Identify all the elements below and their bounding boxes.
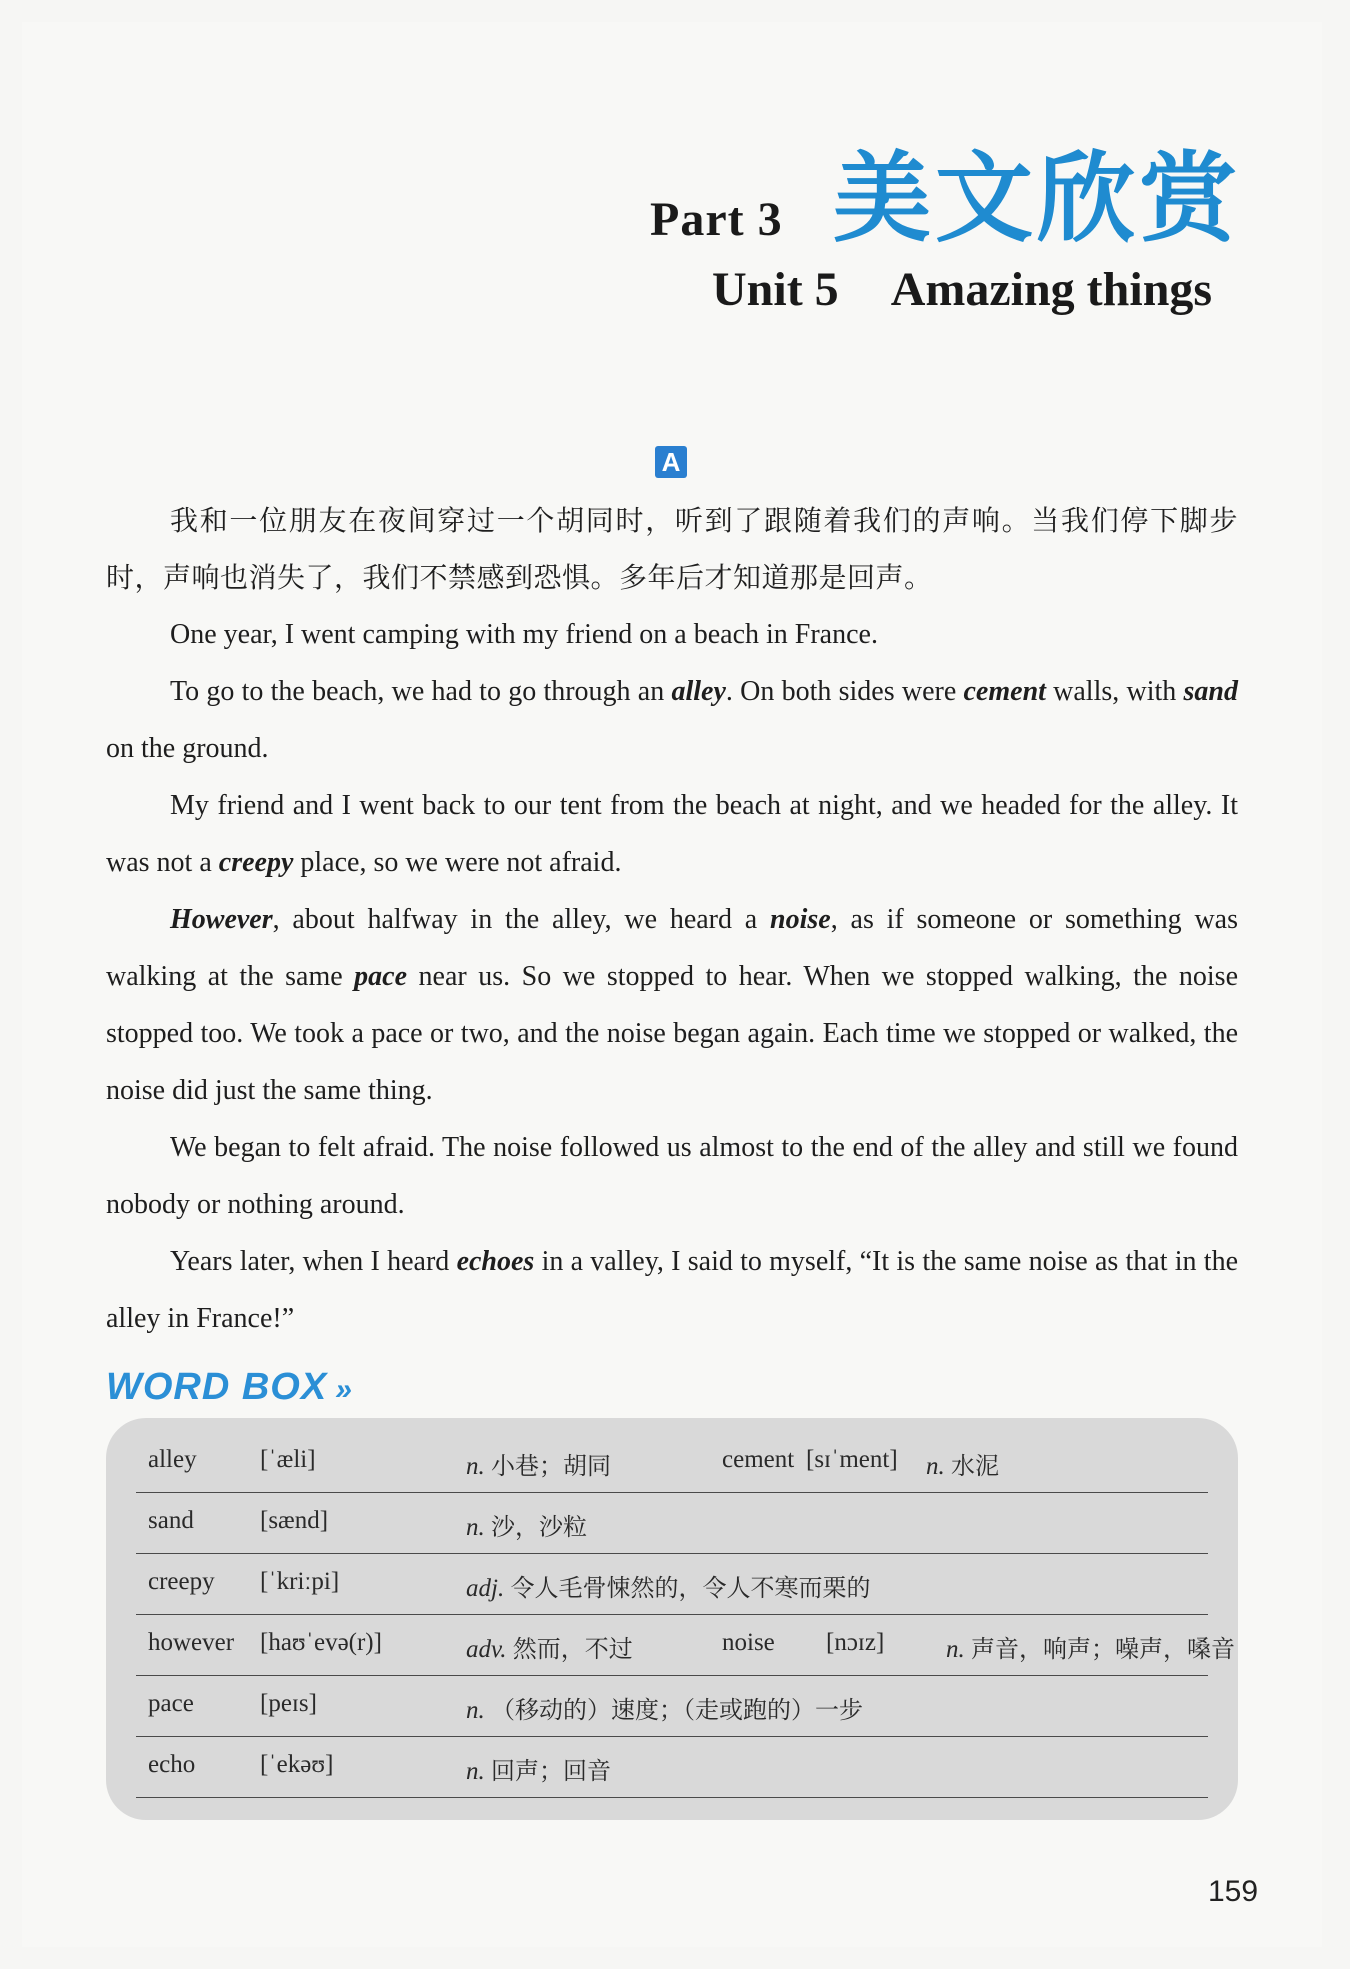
- unit-heading: [712, 262, 1212, 317]
- entry-meaning: 令人毛骨悚然的，令人不寒而栗的: [510, 1574, 871, 1602]
- text-span: To go to the beach, we had to go through an: [170, 676, 672, 707]
- text-span: walls, with: [1045, 676, 1184, 707]
- part-title-chinese: 美文欣赏: [833, 142, 1242, 256]
- entry-definition: [466, 1629, 633, 1664]
- keyword-alley: alley: [671, 676, 726, 707]
- entry-word: sand: [148, 1507, 194, 1534]
- entry-pos: n.: [466, 1514, 485, 1541]
- entry-definition: [466, 1446, 611, 1481]
- text-span: in a valley, I said to myself, “It is the same noise as that in the alley in France!”: [106, 1246, 1239, 1334]
- word-box-row: [136, 1737, 1208, 1798]
- entry-phonetic: [sɪˈment]: [806, 1446, 898, 1473]
- paragraph-5: We began to felt afraid. The noise followed us almost to the end of the alley and still we found nobody or nothing around.: [106, 1132, 1238, 1220]
- page-header: [0, 0, 1350, 340]
- entry-word: alley: [148, 1446, 197, 1473]
- text-span: , as if someone or something was walking at the same: [106, 904, 1238, 992]
- keyword-sand: sand: [1183, 676, 1238, 707]
- text-span: place, so we were not afraid.: [293, 847, 622, 878]
- text-span: , about halfway in the alley, we heard a: [272, 904, 771, 935]
- text-span: My friend and I went back to our tent from the beach at night, and we headed for the alley. It was not a: [106, 790, 1238, 878]
- unit-name: Amazing things: [890, 263, 1213, 316]
- text-span: on the ground.: [106, 733, 269, 764]
- paragraph-2: [106, 663, 1238, 777]
- entry-definition: [926, 1446, 999, 1481]
- keyword-creepy: creepy: [218, 847, 294, 878]
- word-box-row: [136, 1676, 1208, 1737]
- entry-phonetic: [ˈkriːpi]: [260, 1568, 340, 1595]
- entry-definition: [946, 1629, 1235, 1664]
- word-box-title-text: WORD BOX: [106, 1366, 328, 1408]
- paragraph-6: [106, 1233, 1238, 1347]
- keyword-pace: pace: [354, 961, 408, 992]
- entry-meaning: 回声；回音: [491, 1757, 611, 1785]
- word-box-title: [106, 1366, 353, 1409]
- text-span: . On both sides were: [725, 676, 964, 707]
- entry-pos: n.: [946, 1636, 965, 1663]
- page-number: 159: [1208, 1875, 1259, 1908]
- keyword-noise: noise: [770, 904, 831, 935]
- entry-definition: [466, 1690, 863, 1725]
- word-box-row: [136, 1432, 1208, 1493]
- entry-pos: adv.: [466, 1636, 507, 1663]
- entry-phonetic: [sænd]: [260, 1507, 329, 1534]
- entry-word: cement: [722, 1446, 795, 1473]
- entry-meaning: （移动的）速度；（走或跑的）一步: [491, 1696, 863, 1724]
- entry-definition: [466, 1751, 611, 1786]
- entry-phonetic: [peɪs]: [260, 1690, 317, 1717]
- word-box: [106, 1418, 1238, 1820]
- article-body: [106, 492, 1238, 1347]
- entry-pos: n.: [926, 1453, 945, 1480]
- keyword-cement: cement: [963, 676, 1046, 707]
- entry-word: however: [148, 1629, 235, 1656]
- entry-word: noise: [722, 1629, 775, 1656]
- text-span: near us. So we stopped to hear. When we stopped walking, the noise stopped too. We took a pace or two, and the noise began again. Each time we stopped or walked, the noise did just the same thing.: [106, 961, 1239, 1106]
- entry-word: pace: [148, 1690, 194, 1717]
- paragraph-3: [106, 777, 1238, 891]
- entry-word: echo: [148, 1751, 196, 1778]
- word-box-row: [136, 1554, 1208, 1615]
- entry-definition: [466, 1507, 587, 1542]
- entry-phonetic: [haʊˈevə(r)]: [260, 1629, 382, 1656]
- entry-meaning: 水泥: [951, 1452, 999, 1480]
- entry-word: creepy: [148, 1568, 215, 1595]
- entry-meaning: 小巷；胡同: [491, 1452, 611, 1480]
- entry-phonetic: [ˈæli]: [260, 1446, 316, 1473]
- unit-label: Unit 5: [712, 263, 839, 316]
- text-span: Years later, when I heard: [170, 1246, 457, 1277]
- entry-phonetic: [nɔɪz]: [826, 1629, 885, 1656]
- entry-definition: [466, 1568, 870, 1603]
- entry-pos: adj.: [466, 1575, 505, 1602]
- keyword-however: However: [170, 904, 273, 935]
- entry-meaning: 沙，沙粒: [491, 1513, 587, 1541]
- entry-meaning: 声音，响声；噪声，嗓音: [971, 1635, 1235, 1663]
- part-label: Part 3: [650, 193, 783, 246]
- section-badge: A: [655, 446, 687, 478]
- entry-meaning: 然而，不过: [512, 1635, 633, 1663]
- entry-pos: n.: [466, 1758, 485, 1785]
- word-box-row: [136, 1615, 1235, 1676]
- entry-pos: n.: [466, 1697, 485, 1724]
- keyword-echoes: echoes: [456, 1246, 535, 1277]
- word-box-row: [136, 1493, 1208, 1554]
- entry-pos: n.: [466, 1453, 485, 1480]
- entry-phonetic: [ˈekəʊ]: [260, 1751, 334, 1778]
- chinese-summary: 我和一位朋友在夜间穿过一个胡同时，听到了跟随着我们的声响。当我们停下脚步时，声响也消失了，我们不禁感到恐惧。多年后才知道那是回声。: [106, 504, 1238, 594]
- paragraph-4: [106, 891, 1238, 1119]
- paragraph-1: One year, I went camping with my friend on a beach in France.: [170, 619, 878, 650]
- chevron-right-icon: »: [335, 1373, 353, 1406]
